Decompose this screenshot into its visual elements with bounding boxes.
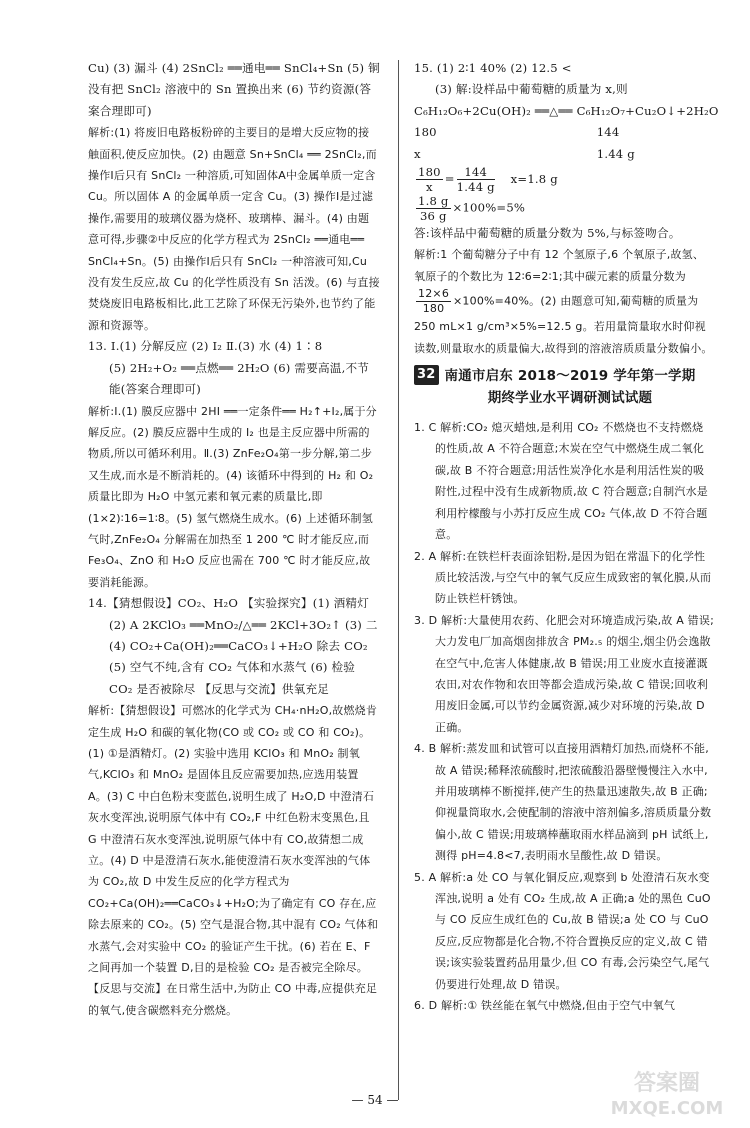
q14-answer-e: (5) 空气不纯,含有 CO₂ 气体和水蒸气 (6) 检验 CO₂ 是否被除尽 【反思与交流】供氧充足 <box>109 660 356 696</box>
answer-5: 5. A 解析:a 处 CO 与氧化铜反应,观察到 b 处澄清石灰水变浑浊,说明 a 处有 CO₂ 生成,故 A 正确;a 处的黑色 CuO 与 CO 反应生成红色的 Cu,故 B 错误;a 处 CO 与 CuO 反应,反应物都是化合物,不符合置换反应的定义,故 C 错误;该实验装置药品用量少,但 CO 有毒,会污染空气,尾气仍要进行处理,故 D 错误。 <box>414 870 711 991</box>
svg-text:MXQE.COM: MXQE.COM <box>610 1098 724 1119</box>
column-divider <box>398 60 399 1100</box>
ratio-2-left: x <box>414 146 421 161</box>
watermark-logo <box>592 1062 742 1122</box>
q15-conclusion: 答:该样品中葡萄糖的质量分数为 5%,与标签吻合。 <box>414 226 681 241</box>
q14-answer-b: (2) A 2KClO₃ ══MnO₂/△══ 2KCl+3O₂↑ (3) 二 <box>109 617 378 632</box>
section-title-line-1: 南通市启东 2018～2019 学年第一学期 <box>444 368 696 385</box>
q14-explanation: 解析:【猜想假设】可燃冰的化学式为 CH₄·nH₂O,故燃烧肯定生成 H₂O 和碳的氧化物(CO 或 CO₂ 或 CO 和 CO₂)。(1) ①是酒精灯。(2) 实验中选用 KClO₃ 和 MnO₂ 制氧气,KClO₃ 和 MnO₂ 是固体且反应需要加热,应选用装置 A。(3) C 中白色粉末变蓝色,说明生成了 H₂O,D 中澄清石灰水变浑浊,说明原气体中有 CO₂,F 中红色粉末变黑色,且 G 中澄清石灰水变浑浊,说明原气体中有 CO,故猜想二成立。(4) D 中是澄清石灰水,能使澄清石灰水变浑浊的气体为 CO₂,故 D 中发生反应的化学方程式为 CO₂+Ca(OH)₂══CaCO₃↓+H₂O;为了确定有 CO 存在,应除去原来的 CO₂。(5) 空气是混合物,其中混有 CO₂ 气体和水蒸气,会对实验中 CO₂ 的验证产生干扰。(6) 若在 E、F 之间再加一个装置 D,目的是检验 CO₂ 是否被完全除尽。【反思与交流】在日常生活中,为防止 CO 中毒,应提供充足的氧气,使含碳燃料充分燃烧。 <box>88 704 379 1017</box>
q12-answer-cont: Cu) (3) 漏斗 (4) 2SnCl₂ ══通电══ SnCl₄+Sn (5) 铜没有把 SnCl₂ 溶液中的 Sn 置换出来 (6) 节约资源(答案合理即可) <box>88 61 380 118</box>
answer-1: 1. C 解析:CO₂ 熄灭蜡烛,是利用 CO₂ 不燃烧也不支持燃烧的性质,故 A 不符合题意;木炭在空气中燃烧生成二氧化碳,故 B 不符合题意;用活性炭净化水是利用活性炭的吸附性,过程中没有生成新物质,故 C 符合题意;自制汽水是利用柠檬酸与小苏打反应生成 CO₂ 气体,故 D 不符合题意。 <box>414 421 708 542</box>
q12-explanation: 解析:(1) 将废旧电路板粉碎的主要目的是增大反应物的接触面积,使反应加快。(2) 由题意 Sn+SnCl₄ ══ 2SnCl₂,而操作Ⅰ后只有 SnCl₂ 一种溶质,可知固体A中金属单质一定含 Cu。所以固体 A 的金属单质一定含 Cu。(3) 操作Ⅰ是过滤操作,需要用的玻璃仪器为烧杯、玻璃棒、漏斗。(4) 由题意可得,步骤②中反应的化学方程式为 2SnCl₂ ══通电══ SnCl₄+Sn。(5) 由操作Ⅰ后只有 SnCl₂ 一种溶液可知,Cu 没有发生反应,故 Cu 的化学性质没有 Sn 活泼。(6) 与直接焚烧废旧电路板相比,此工艺除了环保无污染外,也节约了能源和资源等。 <box>88 126 380 332</box>
right-column <box>414 58 719 1016</box>
fraction-row-1: $\frac{180}{x}$ = $\frac{144}{1.44 g}$ x=1.8 g <box>418 165 558 195</box>
chemical-equation: C₆H₁₂O₆+2Cu(OH)₂ ══△══ C₆H₁₂O₇+Cu₂O↓+2H₂O <box>414 103 719 118</box>
section-number: 32 <box>414 365 439 385</box>
section-title-line-2: 期终学业水平调研测试试题 <box>487 390 653 407</box>
fraction-2: $\frac{144}{1.44 g}$ <box>456 165 495 195</box>
section-header <box>414 365 714 409</box>
q15-answer: 15. (1) 2∶1 40% (2) 12.5 < <box>414 61 572 75</box>
fraction-4: $\frac{12\times 6}{180}$ <box>418 287 450 316</box>
fraction-result: x=1.8 g <box>510 171 558 186</box>
svg-text:答案圈: 答案圈 <box>633 1071 701 1096</box>
answer-6: 6. D 解析:① 铁丝能在氧气中燃烧,但由于空气中氧气 <box>414 999 676 1013</box>
answer-2: 2. A 解析:在铁栏杆表面涂铝粉,是因为铝在常温下的化学性质比较活泼,与空气中的氧气反应生成致密的氧化膜,从而防止铁栏杆锈蚀。 <box>414 549 712 606</box>
fraction-1: $\frac{180}{x}$ <box>418 165 441 195</box>
q13-answer: 13. Ⅰ.(1) 分解反应 (2) I₂ Ⅱ.(3) 水 (4) 1∶8 <box>88 339 323 354</box>
answer-3: 3. D 解析:大量使用农药、化肥会对环境造成污染,故 A 错误;大力发电厂加高烟囱排放含 PM₂.₅ 的烟尘,烟尘仍会逸散在空气中,危害人体健康,故 B 错误;用工业废水直接灌溉农田,对农作物和农田等都会造成污染,故 C 错误;回收利用废旧金属,可以节约金属资源,减少对环境的污染,故 D 正确。 <box>414 613 714 734</box>
q15-explanation: 解析:1 个葡萄糖分子中有 12 个氢原子,6 个氧原子,故氢、氧原子的个数比为 12∶6=2∶1;其中碳元素的质量分数为 $\frac{12\times 6}{180}$ ×100%=40%。(2) 由题意可知,葡萄糖的质量为 250 mL×1 g/cm³×5%=12.5 g。若用量筒量取水时仰视读数,则量取水的质量偏大,故得到的溶液溶质质量分数偏小。 <box>414 248 713 355</box>
q14-answer: 14.【猜想假设】CO₂、H₂O 【实验探究】(1) 酒精灯 <box>88 596 370 611</box>
ratio-2-right: 1.44 g <box>596 146 635 161</box>
q13-answer-b: (5) 2H₂+O₂ ══点燃══ 2H₂O (6) 需要高温,不节能(答案合理即可) <box>109 360 370 397</box>
left-column <box>88 58 380 1021</box>
page-number: — 54 — <box>351 1093 399 1107</box>
fraction-3-result: ×100%=5% <box>452 200 526 215</box>
fraction-row-2 <box>414 194 714 223</box>
q13-explanation: 解析:Ⅰ.(1) 膜反应器中 2HI ══一定条件══ H₂↑+I₂,属于分解反应。(2) 膜反应器中生成的 I₂ 也是主反应器中所需的物质,所以可循环利用。Ⅱ.(3) ZnFe₂O₄第一步分解,第二步又生成,而水是不断消耗的。(4) 该循环中得到的 H₂ 和 O₂ 质量比即为 H₂O 中氢元素和氧元素的质量比,即(1×2)∶16=1∶8。(5) 氢气燃烧生成水。(6) 上述循环制氢气时,ZnFe₂O₄ 分解需在加热至 1 200 ℃ 时才能反应,而 Fe₃O₄、ZnO 和 H₂O 反应也需在 700 ℃ 时才能反应,故要消耗能源。 <box>88 404 377 589</box>
answer-4: 4. B 解析:蒸发皿和试管可以直接用酒精灯加热,而烧杯不能,故 A 错误;稀释浓硫酸时,把浓硫酸沿器壁慢慢注入水中,并用玻璃棒不断搅拌,使产生的热量迅速散失,故 B 正确;仰视量筒取水,会使配制的溶液中溶剂偏多,溶质质量分数偏小,故 C 错误;用玻璃棒蘸取雨水样品滴到 pH 试纸上,测得 pH=4.8<7,表明雨水呈酸性,故 D 错误。 <box>414 742 712 863</box>
ratio-1-right: 144 <box>596 125 620 140</box>
ratio-row-2 <box>414 144 714 165</box>
q14-answer-c: (4) CO₂+Ca(OH)₂══CaCO₃↓+H₂O 除去 CO₂ <box>109 638 368 653</box>
q15-solution-intro: (3) 解:设样品中葡萄糖的质量为 x,则 <box>435 82 628 97</box>
fraction-3: $\frac{1.8 g}{36 g}$ <box>418 194 449 224</box>
ratio-1-left: 180 <box>414 125 437 140</box>
ratio-row-1 <box>414 122 714 143</box>
